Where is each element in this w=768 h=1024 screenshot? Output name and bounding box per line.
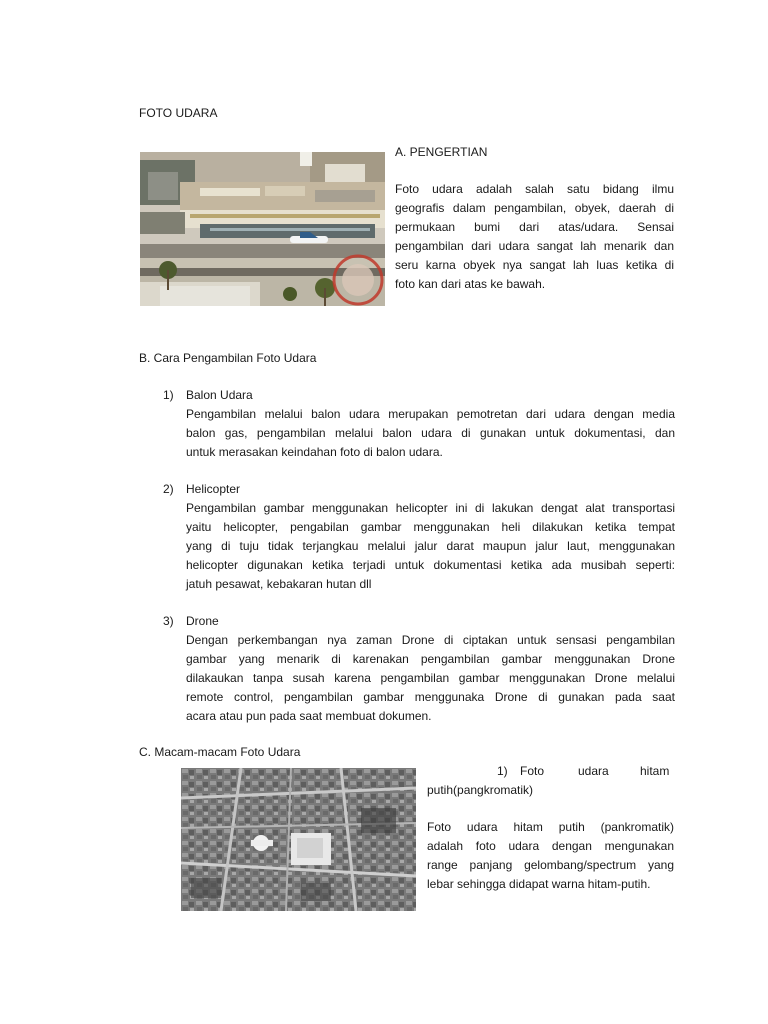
list-item-line: Dengan perkembangan nya zaman Drone di ciptakan untuk sensasi pengambilan (186, 633, 675, 647)
airport-photo (140, 152, 385, 306)
section-a-line: geografis dalam pengambilan, obyek, daerah di (395, 201, 674, 215)
list-item-line: balon gas, pengambilan melalui balon udara di gunakan untuk dokumentasi, dan (186, 426, 675, 440)
section-b-heading: B. Cara Pengambilan Foto Udara (139, 351, 317, 365)
list-number: 1) (163, 388, 174, 402)
section-c-line: adalah foto udara dengan mengunakan (427, 839, 674, 853)
list-number: 3) (163, 614, 174, 628)
section-c-title-line2: putih(pangkromatik) (427, 783, 534, 797)
list-item-line: yaitu helicopter, pengabilan gambar menggunakan heli dilakukan ketika tempat (186, 520, 675, 534)
section-a-line: seru karna obyek nya sangat lah luas ketika di (395, 258, 674, 272)
section-c-line: lebar sehingga didapat warna hitam-putih. (427, 877, 651, 891)
list-item-title: Drone (186, 614, 219, 628)
list-item-line: gambar yang menarik di karenakan pengambilan gambar menggunakan Drone (186, 652, 675, 666)
section-a-line: foto kan dari atas ke bawah. (395, 277, 546, 291)
aerial-bw-photo (181, 768, 416, 911)
section-c-title-word: Foto (520, 764, 545, 778)
list-item-line: remote control, pengambilan gambar menggunaka Drone di gunakan pada saat (186, 690, 675, 704)
list-number: 2) (163, 482, 174, 496)
document-title: FOTO UDARA (139, 106, 218, 120)
section-c-title-word: udara (578, 764, 609, 778)
list-number: 1) (497, 764, 508, 778)
list-item-line: jatuh pesawat, kebakaran hutan dll (186, 577, 372, 591)
section-a-line: Foto udara adalah salah satu bidang ilmu (395, 182, 674, 196)
section-c-heading: C. Macam-macam Foto Udara (139, 745, 301, 759)
section-c-line: Foto udara hitam putih (pankromatik) (427, 820, 674, 834)
section-a-line: pengambilan dari udara sangat lah menarik dan (395, 239, 674, 253)
section-a-heading: A. PENGERTIAN (395, 145, 488, 159)
list-item-line: yang di tuju tidak terjangkau melalui jalur darat maupun jalur laut, menggunakan (186, 539, 675, 553)
list-item-line: dilakaukan tanpa susah karena pengambilan gambar menggunakan Drone melalui (186, 671, 675, 685)
section-c-title-word: hitam (640, 764, 670, 778)
list-item-line: untuk merasakan keindahan foto di balon udara. (186, 445, 443, 459)
list-item-title: Balon Udara (186, 388, 253, 402)
list-item-line: Pengambilan gambar menggunakan helicopter ini di lakukan dengat alat transportasi (186, 501, 675, 515)
list-item-title: Helicopter (186, 482, 241, 496)
list-item-line: helicopter digunakan ketika terjadi untuk dokumentasi ketika ada musibah seperti: (186, 558, 675, 572)
section-c-line: range panjang gelombang/spectrum yang (427, 858, 674, 872)
list-item-line: Pengambilan melalui balon udara merupakan pemotretan dari udara dengan media (186, 407, 675, 421)
list-item-line: acara atau pun pada saat membuat dokumen. (186, 709, 432, 723)
section-a-line: permukaan bumi dari atas/udara. Sensai (395, 220, 674, 234)
